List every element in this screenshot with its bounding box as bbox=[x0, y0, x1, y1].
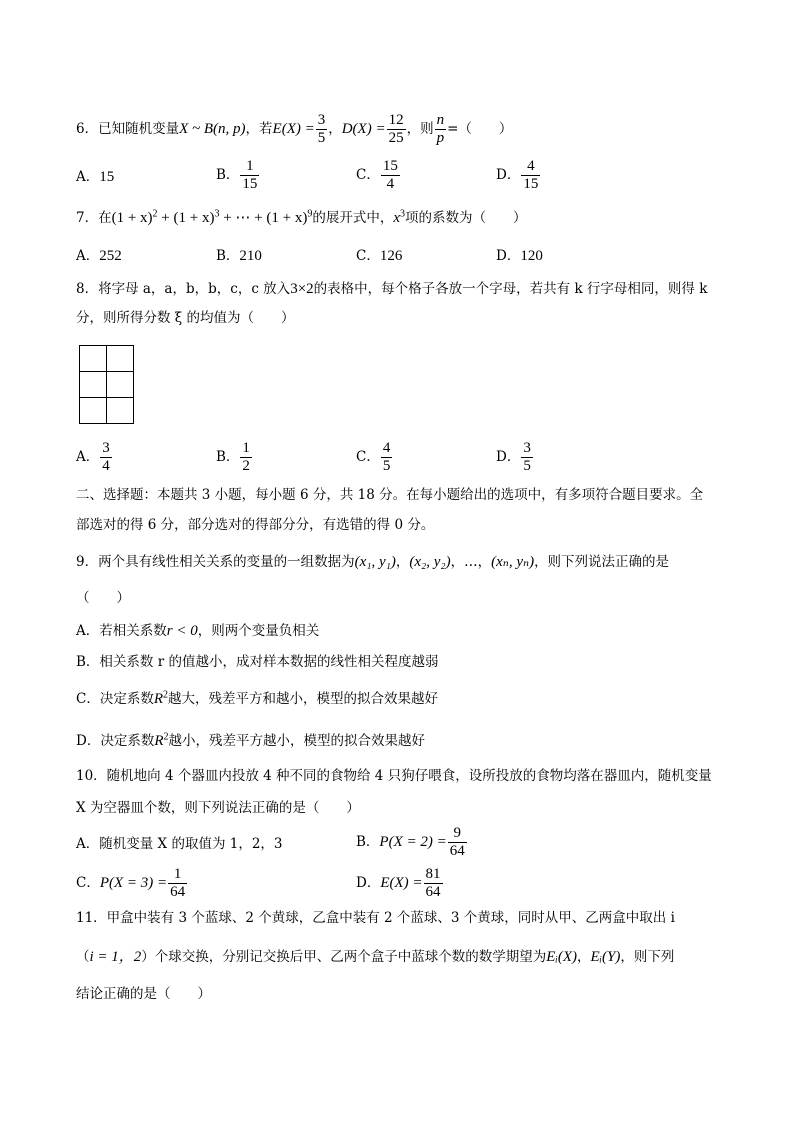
q11-stem-line1: 11．甲盒中装有 3 个蓝球、2 个黄球，乙盒中装有 2 个蓝球、3 个黄球，同时从甲、乙两盒中取出 i bbox=[76, 910, 675, 926]
q9-option-c[interactable]: C．决定系数$R^2$越大，残差平方和越小，模型的拟合效果越好 bbox=[76, 689, 439, 707]
q7-stem: 7．在$(1 + x)^2 + (1 + x)^3$ + ⋯ + $(1 + x)^9$的展开式中，$x^3$项的系数为（ ） bbox=[76, 208, 527, 226]
q7-option-d[interactable]: D．120 bbox=[496, 248, 543, 264]
q6-ex-fraction: $\frac{3}{5}$ bbox=[317, 112, 326, 146]
q6-option-b[interactable]: B． $\frac{1}{15}$ bbox=[216, 158, 258, 192]
grid-cell bbox=[80, 398, 107, 424]
q6-stem: 6．已知随机变量X ~ B(n, p)，若E(X) = $\frac{3}{5}$ ，D(X) = $\frac{12}{25}$ ，则 $\frac{n}{p}$ =（ ） bbox=[76, 112, 513, 146]
q10-option-a[interactable]: A．随机变量 X 的取值为 1，2，3 bbox=[76, 836, 283, 852]
q8-option-c[interactable]: C． $\frac{4}{5}$ bbox=[356, 440, 391, 474]
q11-stem-line2: （i = 1，2）个球交换，分别记交换后甲、乙两个盒子中蓝球个数的数学期望为Eᵢ(X)，Eᵢ(Y)，则下列 bbox=[76, 949, 675, 965]
q10-option-d[interactable]: D．E(X) = $\frac{81}{64}$ bbox=[356, 866, 441, 900]
q6-option-d[interactable]: D． $\frac{4}{15}$ bbox=[496, 158, 539, 192]
q10-option-b[interactable]: B．P(X = 2) = $\frac{9}{64}$ bbox=[356, 825, 465, 859]
q10-stem-line2: X 为空器皿个数，则下列说法正确的是（ ） bbox=[76, 800, 360, 816]
q6-option-c[interactable]: C． $\frac{15}{4}$ bbox=[356, 158, 398, 192]
q9-option-a[interactable]: A．若相关系数r < 0，则两个变量负相关 bbox=[76, 623, 320, 639]
q10-option-c[interactable]: C．P(X = 3) = $\frac{1}{64}$ bbox=[76, 866, 186, 900]
q11-stem-line3: 结论正确的是（ ） bbox=[76, 986, 211, 1002]
q6-ratio-fraction: $\frac{n}{p}$ bbox=[436, 112, 445, 146]
q9-option-b[interactable]: B．相关系数 r 的值越小，成对样本数据的线性相关程度越弱 bbox=[76, 654, 439, 670]
q8-option-d[interactable]: D． $\frac{3}{5}$ bbox=[496, 440, 531, 474]
grid-cell bbox=[107, 346, 134, 372]
section2-heading-line2: 部选对的得 6 分，部分选对的得部分分，有选错的得 0 分。 bbox=[76, 517, 435, 533]
q6-distribution: X ~ B(n, p) bbox=[179, 121, 246, 137]
q9-option-d[interactable]: D．决定系数$R^2$越小，残差平方越小，模型的拟合效果越好 bbox=[76, 731, 425, 749]
q8-option-a[interactable]: A． $\frac{3}{4}$ bbox=[76, 440, 110, 474]
q6-dx-fraction: $\frac{12}{25}$ bbox=[388, 112, 404, 146]
q7-option-c[interactable]: C．126 bbox=[356, 248, 403, 264]
q9-stem: 9．两个具有线性相关关系的变量的一组数据为(x₁, y₁)，(x₂, y₂)，…，(xₙ, yₙ)，则下列说法正确的是 bbox=[76, 554, 670, 570]
grid-cell bbox=[107, 398, 134, 424]
grid-cell bbox=[80, 346, 107, 372]
q7-option-a[interactable]: A．252 bbox=[76, 248, 122, 264]
grid-cell bbox=[107, 372, 134, 398]
q6-option-a[interactable]: A．15 bbox=[76, 169, 115, 185]
q8-stem-line1: 8．将字母 a，a，b，b，c，c 放入3×2的表格中，每个格子各放一个字母，若共有 k 行字母相同，则得 k bbox=[76, 281, 708, 297]
q8-stem-line2: 分，则所得分数 ξ 的均值为（ ） bbox=[76, 310, 295, 326]
q7-option-b[interactable]: B．210 bbox=[216, 248, 262, 264]
q9-stem-paren: （ ） bbox=[76, 590, 130, 606]
section2-heading-line1: 二、选择题：本题共 3 小题，每小题 6 分，共 18 分。在每小题给出的选项中，有多项符合题目要求。全 bbox=[76, 487, 704, 503]
q10-stem-line1: 10．随机地向 4 个器皿内投放 4 种不同的食物给 4 只狗仔喂食，设所投放的食物均落在器皿内，随机变量 bbox=[76, 768, 712, 784]
q8-option-b[interactable]: B． $\frac{1}{2}$ bbox=[216, 440, 250, 474]
q8-grid-table bbox=[79, 345, 134, 424]
grid-cell bbox=[80, 372, 107, 398]
